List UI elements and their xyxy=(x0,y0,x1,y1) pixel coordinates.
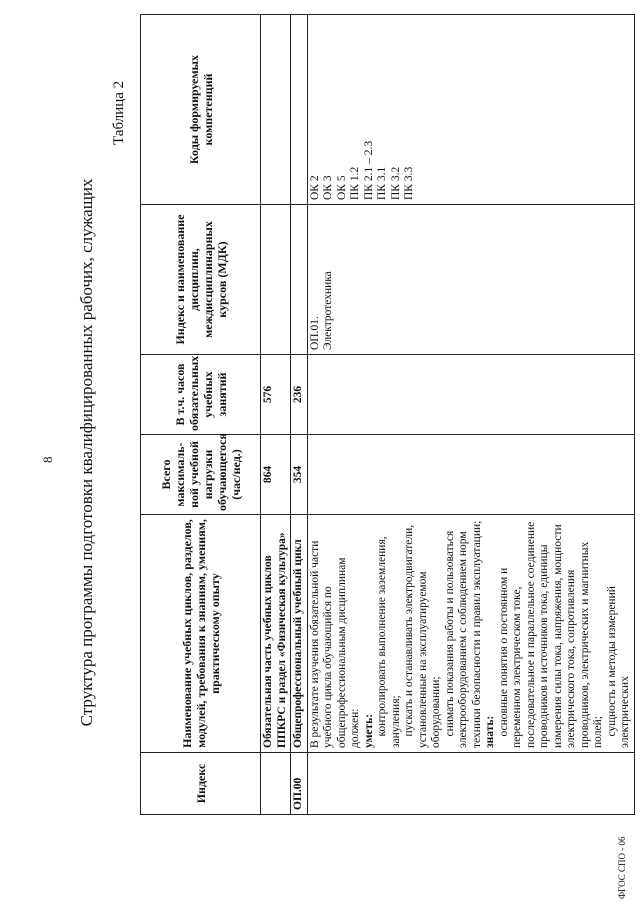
cell-codes: ОК 2 ОК 3 ОК 5 ПК 1.2 ПК 2.1 – 2.3 ПК 3.1 ПК 3.2 ПК 3.3 xyxy=(307,15,634,205)
header-name: Наименование учебных циклов, разделов, модулей, требования к знаниям, умениям, практическому опыту xyxy=(141,515,261,753)
cell-codes xyxy=(291,15,308,205)
cell-total: 354 xyxy=(291,435,308,515)
table-row xyxy=(261,15,291,815)
knowledge-label: знать: xyxy=(484,715,496,748)
header-disciplines: Индекс и наименование дисциплин, междисциплинарных курсов (МДК) xyxy=(141,205,261,355)
knowledge-text: основные понятия о постоянном и переменном электрическом токе, последовательное и параллельное соединение проводников и источников тока, единицы измерения силы тока, напряжения, мощности электрического тока, сопротивления проводников, электрических и магнитных полей; сущность и методы измерений электрических xyxy=(497,521,631,748)
page-heading: Структура программы подготовки квалифицированных рабочих, служащих xyxy=(77,178,96,727)
cell-codes xyxy=(261,15,291,205)
header-total: Всего максималь-ной учебной нагрузки обучающегося (час/нед.) xyxy=(141,435,261,515)
cell-discipline xyxy=(307,205,634,355)
page-number: 8 xyxy=(40,456,55,463)
cell-name: Обязательная часть учебных циклов ППКРС и раздел «Физическая культура» xyxy=(261,515,291,753)
cell-index: ОП.00 xyxy=(291,753,308,815)
cell-discipline xyxy=(291,205,308,355)
discipline-name: Электротехника xyxy=(322,271,334,350)
cell-name: Общепрофессиональный учебный цикл xyxy=(291,515,308,753)
cell-total xyxy=(307,435,634,515)
cell-compulsory: 236 xyxy=(291,355,308,435)
cell-discipline xyxy=(261,205,291,355)
skills-text: контролировать выполнение заземления, зануления; пускать и останавливать электродвигатели, установленные на эксплуатируемом оборудовании; снимать показания работы и пользоваться электрооборудованием с соблюдением норм техники безопасности и правил эксплуатации; xyxy=(376,520,483,748)
cell-name xyxy=(307,515,634,753)
table-caption: Таблица 2 xyxy=(111,80,127,145)
cell-compulsory xyxy=(307,355,634,435)
table-header-row xyxy=(141,15,261,815)
table-row xyxy=(307,15,634,815)
header-compulsory: В т.ч. часов обязательных учебных занятий xyxy=(141,355,261,435)
cell-compulsory: 576 xyxy=(261,355,291,435)
cell-total: 864 xyxy=(261,435,291,515)
cell-index xyxy=(307,753,634,815)
table-row xyxy=(291,15,308,815)
requirements-intro: В результате изучения обязательной части учебного цикла обучающийся по общепрофессиональным дисциплинам должен: xyxy=(308,540,361,748)
header-codes: Коды формируемых компетенций xyxy=(141,15,261,205)
cell-index xyxy=(261,753,291,815)
header-index: Индекс xyxy=(141,753,261,815)
skills-label: уметь: xyxy=(362,713,375,748)
page-footer: ФГОС СПО - 06 xyxy=(617,836,627,899)
discipline-code: ОП.01. xyxy=(308,316,321,350)
curriculum-table xyxy=(140,14,635,815)
